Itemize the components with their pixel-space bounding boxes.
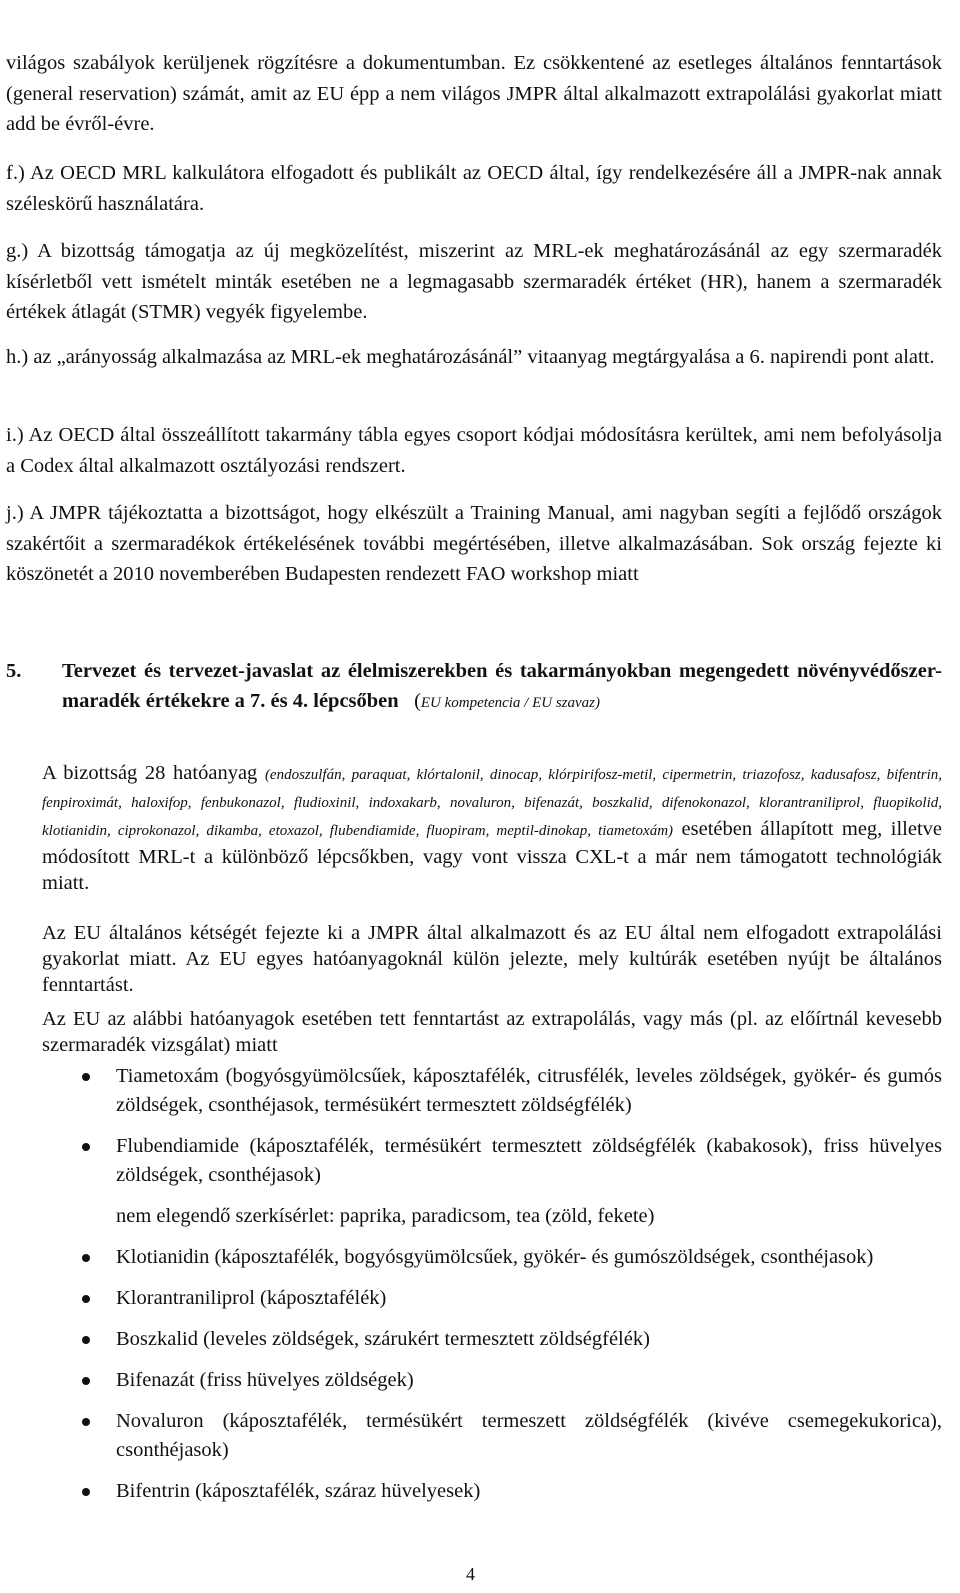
bullet-icon (82, 1336, 90, 1344)
competence-note: EU kompetencia / EU szavaz) (420, 695, 601, 711)
list-item: Bifenazát (friss hüvelyes zöldségek) (42, 1366, 942, 1395)
paragraph-f: f.) Az OECD MRL kalkulátora elfogadott és publikált az OECD által, így rendelkezésére áll a JMPR-nak annak széleskörű használatára. (6, 162, 942, 215)
paragraph-g: g.) A bizottság támogatja az új megközelítést, miszerint az MRL-ek meghatározásánál az egy szermaradék kísérletből vett ismételt minták esetében ne a legmagasabb szermaradék értéket (HR), hanem a szermaradék értékek átlagát (STMR) vegyék figyelembe. (6, 240, 942, 323)
list-item: Tiametoxám (bogyósgyümölcsűek, káposztafélék, citrusfélék, leveles zöldségek, gyökér- és gumós zöldségek, csonthéjasok, termésükért termesztett zöldségfélék) (42, 1062, 942, 1120)
section-intro (42, 760, 942, 896)
list-item: Flubendiamide (káposztafélék, termésükért termesztett zöldségfélék (kabakosok), friss hüvelyes zöldségek, csonthéjasok) (42, 1132, 942, 1190)
section-doubt: Az EU általános kétségét fejezte ki a JMPR által alkalmazott és az EU által nem elfogadott extrapolálási gyakorlat miatt. Az EU egyes hatóanyagoknál külön jelezte, mely kultúrák esetében nyújt be általános fenntartást. (42, 922, 942, 996)
section-title: Tervezet és tervezet-javaslat az élelmiszerekben és takarmányokban megengedett növényvédőszer-maradék értékekre a 7. és 4. lépcsőben (62, 660, 942, 712)
intro-end: esetében állapított meg, illetve módosított MRL-t a különböző lépcsőkben, vagy vont vissza CXL-t a már nem támogatott technológiák miatt. (42, 818, 942, 894)
competence-paren: ( (414, 690, 421, 712)
bullet-icon (82, 1295, 90, 1303)
list-item: Bifentrin (káposztafélék, száraz hüvelyesek) (42, 1477, 942, 1506)
bullet-icon (82, 1377, 90, 1385)
bullet-icon (82, 1073, 90, 1081)
paragraph-h: h.) az „arányosság alkalmazása az MRL-ek meghatározásánál” vitaanyag megtárgyalása a 6. napirendi pont alatt. (6, 346, 935, 368)
list-item: Novaluron (káposztafélék, termésükért termeszett zöldségfélék (kivéve csemegekukorica), csonthéjasok) (42, 1407, 942, 1465)
bullet-icon (82, 1418, 90, 1426)
paragraph-j: j.) A JMPR tájékoztatta a bizottságot, hogy elkészült a Training Manual, ami nagyban segíti a fejlődő országok szakértőit a szermaradékok értékelésének további megértésében, illetve alkalmazásában. Sok ország fejezte ki köszönetét a 2010 novemberében Budapesten rendezett FAO workshop miatt (6, 502, 942, 585)
section-number: 5. (6, 660, 22, 682)
reservation-list (42, 1062, 942, 1518)
bullet-icon (82, 1143, 90, 1151)
bullet-icon (82, 1488, 90, 1496)
list-item: Boszkalid (leveles zöldségek, szárukért termesztett zöldségfélék) (42, 1325, 942, 1354)
paragraph-i: i.) Az OECD által összeállított takarmány tábla egyes csoport kódjai módosításra kerültek, ami nem befolyásolja a Codex által alkalmazott osztályozási rendszert. (6, 424, 942, 477)
list-item-note: nem elegendő szerkísérlet: paprika, paradicsom, tea (zöld, fekete) (116, 1205, 655, 1227)
list-item: Klorantraniliprol (káposztafélék) (42, 1284, 942, 1313)
section-title-block (62, 656, 942, 718)
section-heading (6, 656, 942, 718)
substance-list: (endoszulfán, paraquat, klórtalonil, dinocap, klórpirifosz-metil, cipermetrin, triazofosz, kadusafosz, bifentrin, fenpiroximát, haloxifop, fenbukonazol, fludioxinil, indoxakarb, novaluron, bifenazát, boszkalid, difenokonazol, klorantraniliprol, fluopikolid, klotianidin, ciprokonazol, dikamba, etoxazol, flubendiamide, fluopiram, meptil-dinokap, tiametoxám) (42, 767, 943, 839)
intro-start: A bizottság 28 hatóanyag (42, 762, 258, 784)
page-number: 4 (466, 1564, 475, 1584)
list-item: Klotianidin (káposztafélék, bogyósgyümölcsűek, gyökér- és gumószöldségek, csonthéjasok) (42, 1243, 942, 1272)
paragraph-continued: világos szabályok kerüljenek rögzítésre a dokumentumban. Ez csökkentené az esetleges általános fenntartások (general reservation) számát, amit az EU épp a nem világos JMPR által alkalmazott extrapolálási gyakorlat miatt add be évről-évre. (6, 52, 942, 135)
bullet-icon (82, 1254, 90, 1262)
section-reservation: Az EU az alábbi hatóanyagok esetében tett fenntartást az extrapolálás, vagy más (pl. az előírtnál kevesebb szermaradék vizsgálat) miatt (42, 1008, 942, 1056)
